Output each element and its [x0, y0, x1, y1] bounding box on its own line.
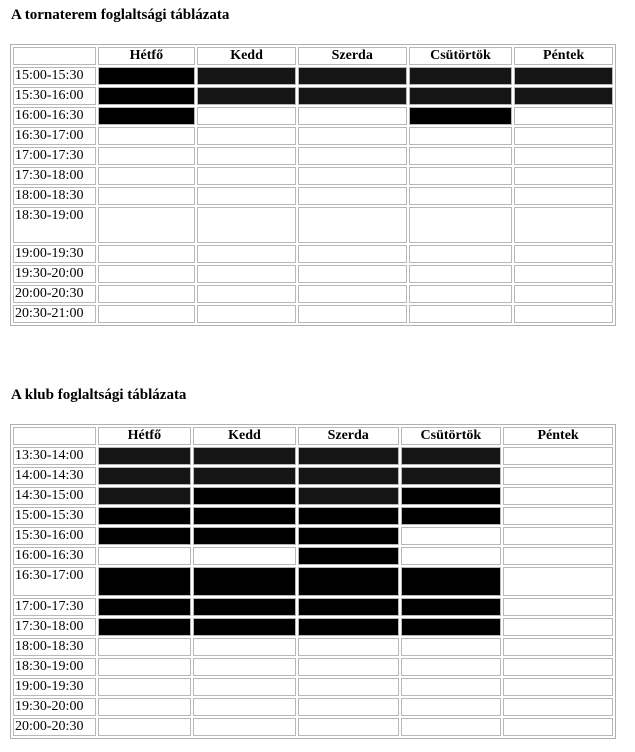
- club-schedule-title: A klub foglaltsági táblázata: [11, 387, 187, 403]
- free-slot-cell: [503, 447, 613, 465]
- free-slot-cell: [298, 698, 399, 716]
- booked-slot-cell: [193, 567, 296, 596]
- free-slot-cell: [98, 698, 192, 716]
- booked-slot-cell: [98, 618, 192, 636]
- free-slot-cell: [98, 718, 192, 736]
- free-slot-cell: [197, 167, 296, 185]
- booked-slot-cell: [298, 87, 407, 105]
- time-slot-label: 17:30-18:00: [13, 167, 96, 185]
- booked-slot-cell: [298, 618, 399, 636]
- free-slot-cell: [503, 618, 613, 636]
- table-row: [13, 598, 613, 616]
- club-schedule-table: [10, 424, 616, 739]
- free-slot-cell: [514, 265, 613, 283]
- free-slot-cell: [98, 187, 196, 205]
- table-row: [13, 127, 613, 145]
- time-slot-label: 19:30-20:00: [13, 698, 96, 716]
- free-slot-cell: [514, 107, 613, 125]
- time-slot-label: 16:30-17:00: [13, 567, 96, 596]
- free-slot-cell: [98, 285, 196, 303]
- free-slot-cell: [401, 678, 502, 696]
- booked-slot-cell: [98, 67, 196, 85]
- table-row: [13, 305, 613, 323]
- booked-slot-cell: [401, 567, 502, 596]
- time-slot-label: 18:00-18:30: [13, 187, 96, 205]
- booked-slot-cell: [98, 447, 192, 465]
- table-row: [13, 207, 613, 243]
- table-row: [13, 698, 613, 716]
- free-slot-cell: [503, 718, 613, 736]
- free-slot-cell: [298, 265, 407, 283]
- free-slot-cell: [98, 638, 192, 656]
- time-slot-label: 13:30-14:00: [13, 447, 96, 465]
- table-row: [13, 527, 613, 545]
- booked-slot-cell: [409, 67, 513, 85]
- free-slot-cell: [503, 467, 613, 485]
- free-slot-cell: [409, 285, 513, 303]
- free-slot-cell: [298, 107, 407, 125]
- free-slot-cell: [514, 127, 613, 145]
- booked-slot-cell: [514, 87, 613, 105]
- table-row: [13, 718, 613, 736]
- time-slot-label: 18:30-19:00: [13, 207, 96, 243]
- free-slot-cell: [98, 658, 192, 676]
- free-slot-cell: [98, 678, 192, 696]
- booked-slot-cell: [409, 87, 513, 105]
- table-row: [13, 618, 613, 636]
- free-slot-cell: [401, 718, 502, 736]
- booked-slot-cell: [298, 567, 399, 596]
- time-slot-label: 16:30-17:00: [13, 127, 96, 145]
- table-row: [13, 567, 613, 596]
- table-row: [13, 245, 613, 263]
- table-row: [13, 285, 613, 303]
- free-slot-cell: [503, 487, 613, 505]
- booked-slot-cell: [98, 467, 192, 485]
- free-slot-cell: [503, 678, 613, 696]
- booked-slot-cell: [401, 447, 502, 465]
- free-slot-cell: [193, 698, 296, 716]
- booked-slot-cell: [298, 527, 399, 545]
- day-header: Hétfő: [98, 47, 196, 65]
- table-row: [13, 67, 613, 85]
- time-slot-label: 20:00-20:30: [13, 718, 96, 736]
- free-slot-cell: [298, 285, 407, 303]
- free-slot-cell: [298, 718, 399, 736]
- free-slot-cell: [98, 265, 196, 283]
- free-slot-cell: [98, 167, 196, 185]
- booked-slot-cell: [401, 598, 502, 616]
- free-slot-cell: [98, 305, 196, 323]
- free-slot-cell: [514, 167, 613, 185]
- free-slot-cell: [193, 638, 296, 656]
- table-row: [13, 507, 613, 525]
- time-slot-label: 17:00-17:30: [13, 598, 96, 616]
- table-row: [13, 265, 613, 283]
- booked-slot-cell: [298, 547, 399, 565]
- free-slot-cell: [298, 245, 407, 263]
- free-slot-cell: [401, 638, 502, 656]
- free-slot-cell: [503, 547, 613, 565]
- table-row: [13, 147, 613, 165]
- time-slot-label: 20:30-21:00: [13, 305, 96, 323]
- free-slot-cell: [98, 127, 196, 145]
- time-slot-label: 19:00-19:30: [13, 245, 96, 263]
- time-slot-label: 17:30-18:00: [13, 618, 96, 636]
- free-slot-cell: [401, 547, 502, 565]
- free-slot-cell: [409, 265, 513, 283]
- free-slot-cell: [298, 207, 407, 243]
- free-slot-cell: [197, 285, 296, 303]
- free-slot-cell: [503, 638, 613, 656]
- time-slot-label: 14:00-14:30: [13, 467, 96, 485]
- table-row: [13, 658, 613, 676]
- time-slot-label: 18:30-19:00: [13, 658, 96, 676]
- free-slot-cell: [193, 678, 296, 696]
- table-row: [13, 487, 613, 505]
- free-slot-cell: [98, 207, 196, 243]
- table-row: [13, 467, 613, 485]
- booked-slot-cell: [193, 618, 296, 636]
- booked-slot-cell: [197, 87, 296, 105]
- booked-slot-cell: [298, 67, 407, 85]
- free-slot-cell: [197, 147, 296, 165]
- free-slot-cell: [409, 305, 513, 323]
- booked-slot-cell: [514, 67, 613, 85]
- time-slot-label: 15:30-16:00: [13, 87, 96, 105]
- free-slot-cell: [514, 187, 613, 205]
- time-slot-label: 17:00-17:30: [13, 147, 96, 165]
- booked-slot-cell: [98, 107, 196, 125]
- booked-slot-cell: [98, 567, 192, 596]
- free-slot-cell: [98, 147, 196, 165]
- free-slot-cell: [298, 187, 407, 205]
- free-slot-cell: [503, 527, 613, 545]
- booked-slot-cell: [401, 487, 502, 505]
- table-header-row: [13, 427, 613, 445]
- booked-slot-cell: [193, 447, 296, 465]
- gym-schedule-table: [10, 44, 616, 326]
- booked-slot-cell: [193, 487, 296, 505]
- day-header: Péntek: [503, 427, 613, 445]
- free-slot-cell: [298, 678, 399, 696]
- day-header: Csütörtök: [401, 427, 502, 445]
- free-slot-cell: [298, 658, 399, 676]
- free-slot-cell: [514, 285, 613, 303]
- booked-slot-cell: [401, 507, 502, 525]
- free-slot-cell: [98, 547, 192, 565]
- time-slot-label: 20:00-20:30: [13, 285, 96, 303]
- table-header-row: [13, 47, 613, 65]
- free-slot-cell: [298, 127, 407, 145]
- free-slot-cell: [409, 127, 513, 145]
- free-slot-cell: [514, 305, 613, 323]
- booked-slot-cell: [401, 618, 502, 636]
- free-slot-cell: [197, 127, 296, 145]
- free-slot-cell: [197, 245, 296, 263]
- day-header: Szerda: [298, 47, 407, 65]
- booked-slot-cell: [298, 447, 399, 465]
- free-slot-cell: [401, 658, 502, 676]
- table-row: [13, 678, 613, 696]
- day-header: Péntek: [514, 47, 613, 65]
- free-slot-cell: [298, 305, 407, 323]
- free-slot-cell: [409, 187, 513, 205]
- booked-slot-cell: [98, 527, 192, 545]
- day-header: Kedd: [197, 47, 296, 65]
- free-slot-cell: [197, 187, 296, 205]
- free-slot-cell: [197, 305, 296, 323]
- free-slot-cell: [193, 547, 296, 565]
- table-row: [13, 187, 613, 205]
- day-header: Hétfő: [98, 427, 192, 445]
- booked-slot-cell: [197, 67, 296, 85]
- table-row: [13, 87, 613, 105]
- free-slot-cell: [401, 527, 502, 545]
- time-slot-label: 15:30-16:00: [13, 527, 96, 545]
- day-header: Csütörtök: [409, 47, 513, 65]
- booked-slot-cell: [193, 527, 296, 545]
- free-slot-cell: [514, 207, 613, 243]
- booked-slot-cell: [193, 507, 296, 525]
- free-slot-cell: [298, 147, 407, 165]
- booked-slot-cell: [409, 107, 513, 125]
- booked-slot-cell: [298, 598, 399, 616]
- time-slot-label: 19:30-20:00: [13, 265, 96, 283]
- free-slot-cell: [409, 147, 513, 165]
- table-row: [13, 447, 613, 465]
- corner-cell: [13, 47, 96, 65]
- booked-slot-cell: [298, 467, 399, 485]
- free-slot-cell: [197, 207, 296, 243]
- free-slot-cell: [409, 245, 513, 263]
- free-slot-cell: [298, 167, 407, 185]
- time-slot-label: 16:00-16:30: [13, 107, 96, 125]
- booked-slot-cell: [298, 487, 399, 505]
- booked-slot-cell: [193, 598, 296, 616]
- free-slot-cell: [409, 207, 513, 243]
- free-slot-cell: [503, 598, 613, 616]
- time-slot-label: 19:00-19:30: [13, 678, 96, 696]
- free-slot-cell: [401, 698, 502, 716]
- table-row: [13, 167, 613, 185]
- day-header: Kedd: [193, 427, 296, 445]
- free-slot-cell: [98, 245, 196, 263]
- time-slot-label: 18:00-18:30: [13, 638, 96, 656]
- corner-cell: [13, 427, 96, 445]
- free-slot-cell: [503, 658, 613, 676]
- booked-slot-cell: [298, 507, 399, 525]
- booked-slot-cell: [193, 467, 296, 485]
- free-slot-cell: [503, 507, 613, 525]
- free-slot-cell: [514, 147, 613, 165]
- booked-slot-cell: [401, 467, 502, 485]
- booked-slot-cell: [98, 598, 192, 616]
- free-slot-cell: [503, 698, 613, 716]
- time-slot-label: 16:00-16:30: [13, 547, 96, 565]
- booked-slot-cell: [98, 507, 192, 525]
- time-slot-label: 14:30-15:00: [13, 487, 96, 505]
- free-slot-cell: [193, 658, 296, 676]
- free-slot-cell: [197, 107, 296, 125]
- table-row: [13, 107, 613, 125]
- free-slot-cell: [409, 167, 513, 185]
- free-slot-cell: [503, 567, 613, 596]
- time-slot-label: 15:00-15:30: [13, 507, 96, 525]
- day-header: Szerda: [298, 427, 399, 445]
- free-slot-cell: [197, 265, 296, 283]
- gym-schedule-title: A tornaterem foglaltsági táblázata: [11, 7, 230, 23]
- table-row: [13, 638, 613, 656]
- booked-slot-cell: [98, 87, 196, 105]
- free-slot-cell: [298, 638, 399, 656]
- free-slot-cell: [514, 245, 613, 263]
- booked-slot-cell: [98, 487, 192, 505]
- table-row: [13, 547, 613, 565]
- free-slot-cell: [193, 718, 296, 736]
- time-slot-label: 15:00-15:30: [13, 67, 96, 85]
